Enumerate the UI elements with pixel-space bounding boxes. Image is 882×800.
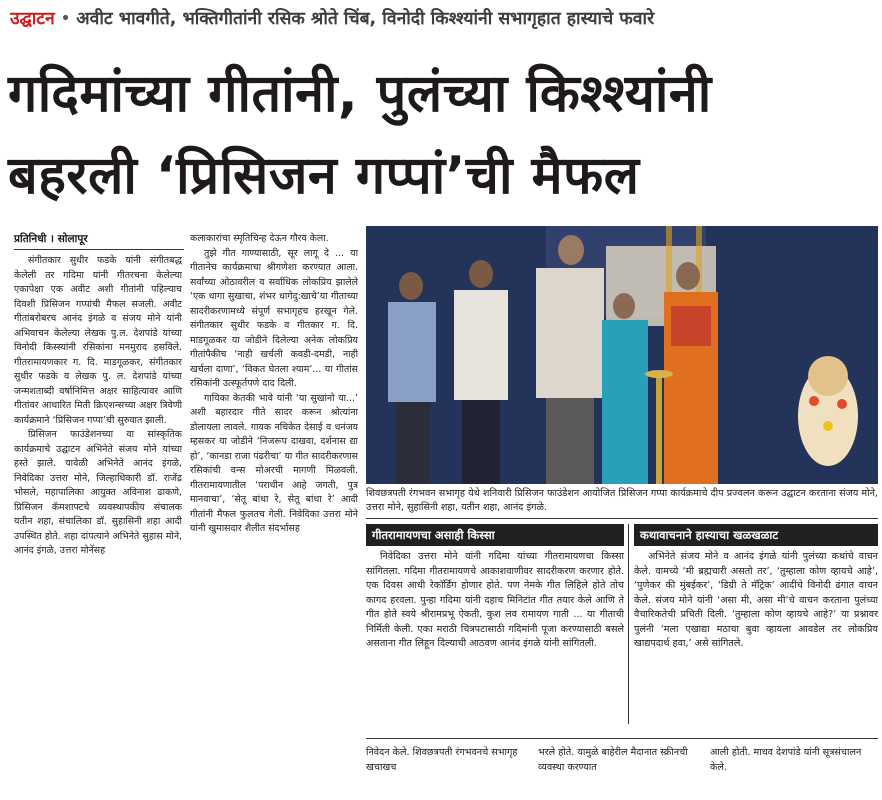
headline-line-1: गदिमांच्या गीतांनी, पुलंच्या किश्श्यांनी bbox=[8, 64, 712, 124]
article-column-2 bbox=[190, 232, 358, 776]
paragraph: कलाकारांचा स्मृतिचिन्ह देऊन गौरव केला. bbox=[190, 233, 329, 244]
lamp-lighting-photo bbox=[366, 226, 878, 484]
event-photo bbox=[366, 226, 878, 484]
continuation-col-3: आली होती. माधव देशपांडे यांनी सूत्रसंचालन केले. bbox=[710, 747, 862, 773]
byline-rule bbox=[14, 249, 184, 250]
caption-rule bbox=[366, 518, 878, 519]
sidebar-box-ramayan bbox=[366, 524, 624, 734]
paragraph: गायिका केतकी भावे यांनी ‘या सुखांनो या...’ अशी बहारदार गीते सादर करून श्रोत्यांना डोलायला लावले. गायक नचिकेत देसाई व धनंजय म्हसकर या जोडीने ‘निजरूप दाखवा, दर्शनास द्या हो’, ‘कानडा राजा पंढरीचा’ या गीत सादरीकरणास रसिकांची वन्स मोअरची मागणी मिळवली. गीतरामायणातील ‘पराधीन आहे जगती, पुत्र मानवाचा’, ‘सेतू बांधा रे, सेतू बांधा रे’ आदी गीतांनी मैफल फुलतच गेली. निवेदिका उत्तरा मोने यांनी खुमासदार शैलीत संदर्भासह bbox=[190, 392, 358, 534]
box-body bbox=[366, 550, 624, 652]
paragraph: निवेदिका उत्तरा मोने यांनी गदिमा यांच्या गीतरामायणचा किस्सा सांगितला. गदिमा गीतरामायणचे आकाशवाणीवर सादरीकरण करणार होते. एक दिवस आधी रेकॉर्डिंग होणार होते. पण नेमके गीत लिहिले होते तोच कागद हरवला. पुन्हा गदिमा यांनी दहाच मिनिटांत गीत तयार केले आणि ते गीत होते स्वये श्रीरामप्रभू ऐकती, कुश लव रामायण गाती ... या गीताची निर्मिती केली. एका मराठी चित्रपटासाठी गदिमांनी पूजा करण्यासाठी बसले असताना गीत लिहून दिल्याची आठवण आनंद इंगळे यांनी सांगितली. bbox=[366, 551, 624, 649]
box-heading: गीतरामायणचा असाही किस्सा bbox=[366, 524, 624, 546]
bottom-rule bbox=[366, 738, 878, 739]
sidebar-box-kathavachan bbox=[634, 524, 878, 734]
box-heading: कथावाचनाने हास्याचा खळखळाट bbox=[634, 524, 878, 546]
kicker-line bbox=[10, 4, 880, 34]
continuation-col-2: भरले होते. यामुळे बाहेरील मैदानात स्क्रीनची व्यवस्था करण्यात bbox=[538, 747, 688, 773]
photo-caption: शिवछत्रपती रंगभवन सभागृह येथे शनिवारी प्रिसिजन फाउंडेशन आयोजित प्रिसिजन गप्पा कार्यक्रमाचे दीप प्रज्वलन करून उद्घाटन करताना संजय मोने, उत्तरा मोने, सुहासिनी शहा, यतीन शहा, आनंद इंगळे. bbox=[366, 488, 878, 513]
paragraph: अभिनेते संजय मोने व आनंद इंगळे यांनी पुलंच्या कथांचे वाचन केले. वामच्ये ‘मी ब्रह्मचारी असतो तर’, ‘तुम्हाला कोण व्हायचे आहे’, ‘पुणेकर की मुंबईकर’, ‘डिग्री ते मॅट्रिक’ आदींचे विनोदी ढंगात वाचन केले. संजय मोने यांनी ‘असा मी, असा मी’चे वाचन करताना पुलंच्या वैचारिकतेची प्रचिती दिली. ‘तुम्हाला कोण व्हायचे आहे?’ या प्रश्नावर पुलंनी ‘मला एखाद्या मठाचा बुवा व्हायला आवडेल तर लोकप्रिय खाद्यपदार्थ हवा,’ असे सांगितले. bbox=[634, 551, 878, 649]
paragraph: संगीतकार सुधीर फडके यांनी संगीतबद्ध केलेली तर गदिमा यांनी गीतरचना केलेल्या एकापेक्षा एक अवीट अशी गीतांनी पहिल्याच दिवशी प्रिसिजन गप्पांची मैफल सजली. अवीट गीतांबरोबरच आनंद इंगळे व संजय मोने यांनी अभिवाचन केलेल्या लेखक पु.ल. देशपांडे यांच्या विनोदी किस्स्यांनी रसिकांना मनमुराद हसविले. गीतरामायणकार ग. दि. माडगूळकर, संगीतकार सुधीर फडके व लेखक पु. ल. देशपांडे यांच्या जन्मशताब्दी वर्षानिमित्त अक्षर साहित्यावर आणि गीतांवर आधारित मिती क्रिएशन्सच्या अक्षर त्रिवेणी कार्यक्रमाने ‘प्रिसिजन गप्पा’ची सुरुवात झाली. bbox=[14, 255, 182, 426]
kicker-text: अवीट भावगीते, भक्तिगीतांनी रसिक श्रोते चिंब, विनोदी किश्श्यांनी सभागृहात हास्याचे फवारे bbox=[76, 9, 655, 29]
box-body bbox=[634, 550, 878, 652]
paragraph: तुझे गीत गाण्यासाठी, सूर लागू दे ... या गीतानेच कार्यक्रमाचा श्रीगणेशा करण्यात आला. सर्वांच्या ओठावरील व सर्वाधिक लोकप्रिय झालेले ‘एक धागा सुखाचा, शंभर धागेदु:खाचे’या गीताच्या सादरीकरणामध्ये संपूर्ण सभागृहच हरखून गेले. संगीतकार सुधीर फडके व गीतकार ग. दि. माडगूळकर या जोडीने दिलेल्या अनेक लोकप्रिय गीतांपैकीच ‘नाही खर्चली कवडी-दमडी, नाही खर्चला दाणा’, ‘विकत घेतला श्याम’... या गीतांस रसिकांनी उत्स्फूर्तपणे दाद दिली. bbox=[190, 247, 358, 389]
article-column-1 bbox=[14, 254, 182, 798]
paragraph: प्रिसिजन फाउंडेशनच्या वा सांस्कृतिक कार्यक्रमाचे उद्घाटन अभिनेते संजय मोने यांच्या हस्ते झाले. यावेळी अभिनेते आनंद इंगळे, निवेदिका उत्तरा मोने, जिल्हाधिकारी डॉ. राजेंद्र भोसले, महापालिका आयुक्त अविनाश ढाकणे, प्रिसिजन कॅमशाफ्टचे व्यवस्थापकीय संचालक यतीन शहा, संचालिका डॉ. सुहासिनी शहा आदी उपस्थित होते. शहा दांपत्याने अभिनेते सुहास मोने, आनंद इंगळे, उत्तरा मोनेंसह bbox=[14, 429, 182, 556]
box-divider bbox=[628, 524, 629, 724]
kicker-tag: उद्घाटन bbox=[10, 9, 55, 29]
headline-line-2: बहरली ‘प्रिसिजन गप्पां’ची मैफल bbox=[8, 146, 640, 206]
byline: प्रतिनिधी । सोलापूर bbox=[14, 233, 88, 245]
kicker-bullet: • bbox=[60, 9, 71, 29]
continuation-col-1: निवेदन केले. शिवछत्रपती रंगभवनचे सभागृह खचाखच bbox=[366, 747, 518, 773]
